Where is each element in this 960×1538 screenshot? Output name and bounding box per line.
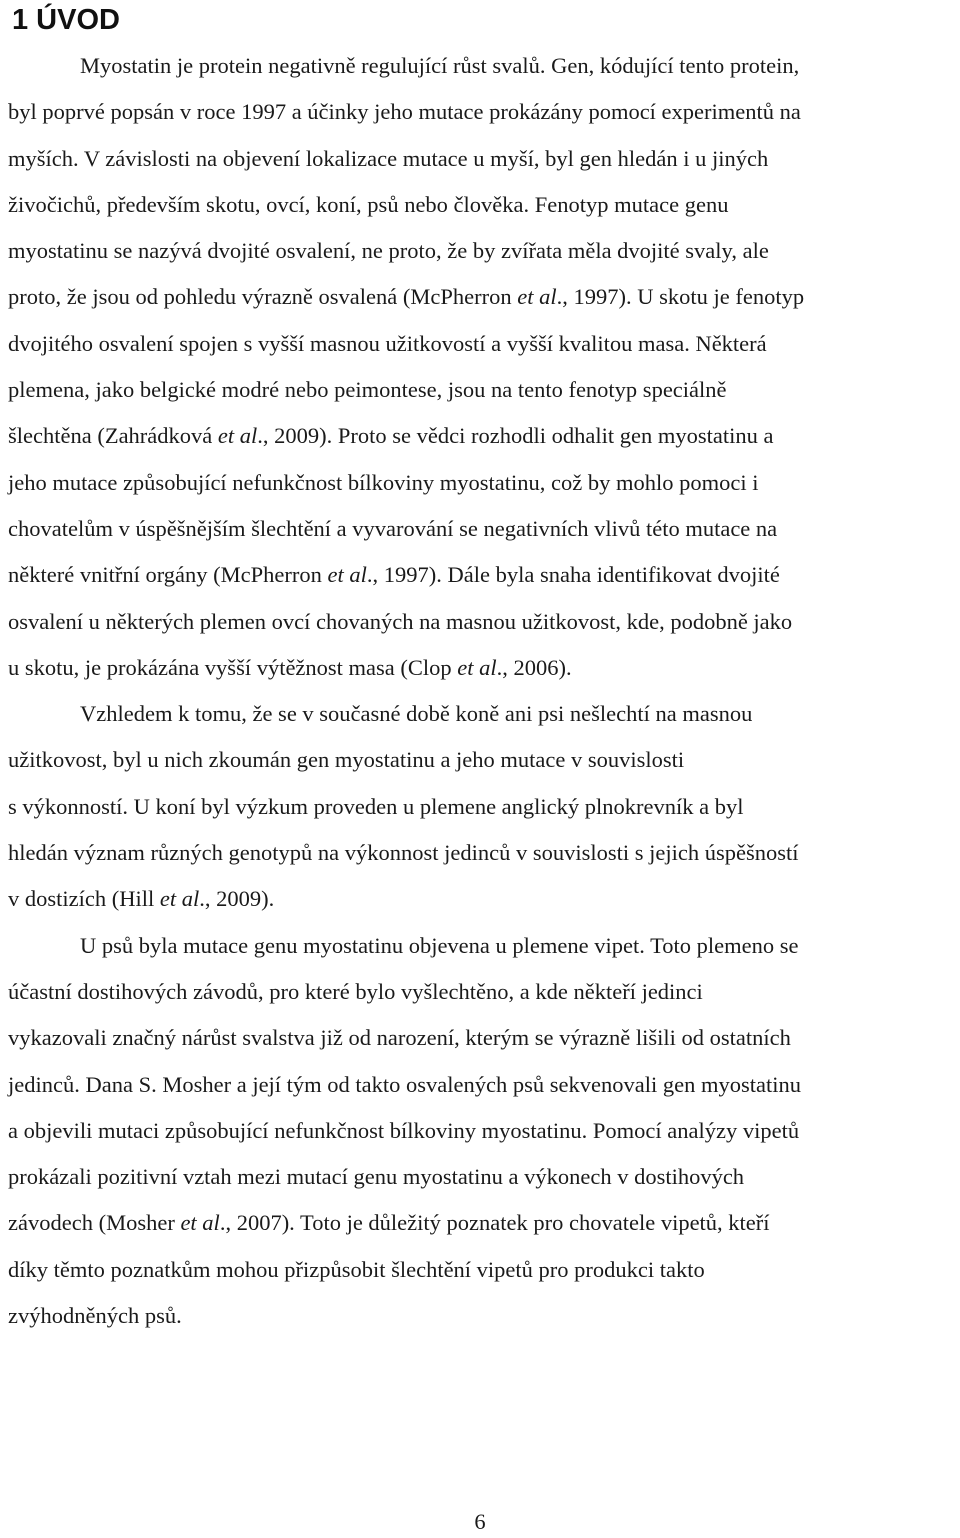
text-segment: ., 1997). U skotu je fenotyp [556,284,805,310]
text-segment: myostatinu se nazývá dvojité osvalení, ne proto, že by zvířata měla dvojité svaly, ale [8,238,769,264]
page-number: 6 [474,1509,486,1534]
paragraph-1-line [8,43,956,89]
paragraph-1-line [8,274,956,320]
italic-citation-text: et al [327,562,367,588]
paragraph-3-line [8,1247,956,1293]
paragraph-3-line [8,923,956,969]
italic-citation-text: et al [180,1210,220,1236]
text-segment: zvýhodněných psů. [8,1303,182,1329]
paragraph-1-line [8,552,956,598]
text-segment: ., 1997). Dále byla snaha identifikovat dvojité [366,562,780,588]
italic-citation-text: et al [457,654,497,680]
text-segment: plemena, jako belgické modré nebo peimontese, jsou na tento fenotyp speciálně [8,377,727,403]
text-segment: závodech (Mosher [8,1210,181,1236]
paragraph-3-line [8,1154,956,1200]
paragraph-1-line [8,460,956,506]
text-segment: byl poprvé popsán v roce 1997 a účinky jeho mutace prokázány pomocí experimentů na [8,99,801,125]
text-segment: prokázali pozitivní vztah mezi mutací genu myostatinu a výkonech v dostihových [8,1164,745,1190]
paragraph-2-line [8,784,956,830]
text-segment: a objevili mutaci způsobující nefunkčnost bílkoviny myostatinu. Pomocí analýzy vipetů [8,1117,800,1143]
text-segment: dvojitého osvalení spojen s vyšší masnou užitkovostí a vyšší kvalitou masa. Některá [8,330,767,356]
paragraph-1-line [8,367,956,413]
text-segment: osvalení u některých plemen ovcí chovaných na masnou užitkovost, kde, podobně jako [8,608,793,634]
text-segment: některé vnitřní orgány (McPherron [8,562,328,588]
text-segment: ., 2009). [199,886,275,912]
text-segment: Vzhledem k tomu, že se v současné době koně ani psi nešlechtí na masnou [80,701,753,727]
paragraph-3-line [8,1200,956,1246]
text-segment: vykazovali značný nárůst svalstva již od narození, kterým se výrazně lišili od ostatních [8,1025,791,1051]
text-segment: myších. V závislosti na objevení lokalizace mutace u myší, byl gen hledán i u jiných [8,145,769,171]
paragraph-1-line [8,89,956,135]
paragraph-3-line [8,1015,956,1061]
chapter-heading: 1 ÚVOD [12,4,120,36]
text-segment: šlechtěna (Zahrádková [8,423,218,449]
paragraph-2-line [8,830,956,876]
paragraph-1-line [8,413,956,459]
paragraph-3-line [8,1062,956,1108]
text-segment: s výkonností. U koní byl výzkum proveden u plemene anglický plnokrevník a byl [8,793,744,819]
paragraph-1-line [8,506,956,552]
italic-citation-text: et al [159,886,200,912]
text-segment: účastní dostihových závodů, pro které bylo vyšlechtěno, a kde někteří jedinci [8,978,703,1004]
text-segment: ., 2007). Toto je důležitý poznatek pro chovatele vipetů, kteří [219,1210,770,1236]
text-segment: díky těmto poznatkům mohou přizpůsobit šlechtění vipetů pro produkci takto [8,1256,705,1282]
paragraph-2-line [8,876,956,922]
text-segment: chovatelům v úspěšnějším šlechtění a vyvarování se negativních vlivů této mutace na [8,515,778,541]
text-segment: jeho mutace způsobující nefunkčnost bílkoviny myostatinu, což by mohlo pomoci i [8,469,759,495]
text-segment: ., 2006). [496,654,572,680]
paragraph-1-line [8,321,956,367]
paragraph-1-line [8,228,956,274]
text-segment: živočichů, především skotu, ovcí, koní, psů nebo člověka. Fenotyp mutace genu [8,191,729,217]
text-segment: užitkovost, byl u nich zkoumán gen myostatinu a jeho mutace v souvislosti [8,747,685,773]
italic-citation-text: et al [517,284,557,310]
paragraph-3-line [8,969,956,1015]
paragraph-2-line [8,691,956,737]
paragraph-2-line [8,737,956,783]
paragraph-3-line [8,1293,956,1339]
paragraph-1-line [8,645,956,691]
paragraph-3-line [8,1108,956,1154]
text-segment: hledán význam různých genotypů na výkonnost jedinců v souvislosti s jejich úspěšností [8,840,799,866]
text-segment: ., 2009). Proto se vědci rozhodli odhalit gen myostatinu a [257,423,774,449]
text-segment: jedinců. Dana S. Mosher a její tým od takto osvalených psů sekvenovali gen myostatinu [8,1071,801,1097]
body-text [8,43,956,1339]
text-segment: proto, že jsou od pohledu výrazně osvalená (McPherron [8,284,518,310]
italic-citation-text: et al [217,423,258,449]
text-segment: Myostatin je protein negativně regulující růst svalů. Gen, kódující tento protein, [80,53,800,78]
text-segment: U psů byla mutace genu myostatinu objevena u plemene vipet. Toto plemeno se [80,932,799,958]
paragraph-1-line [8,182,956,228]
text-segment: u skotu, je prokázána vyšší výtěžnost masa (Clop [8,654,458,680]
text-segment: v dostizích (Hill [8,886,160,912]
paragraph-1-line [8,599,956,645]
paragraph-1-line [8,136,956,182]
